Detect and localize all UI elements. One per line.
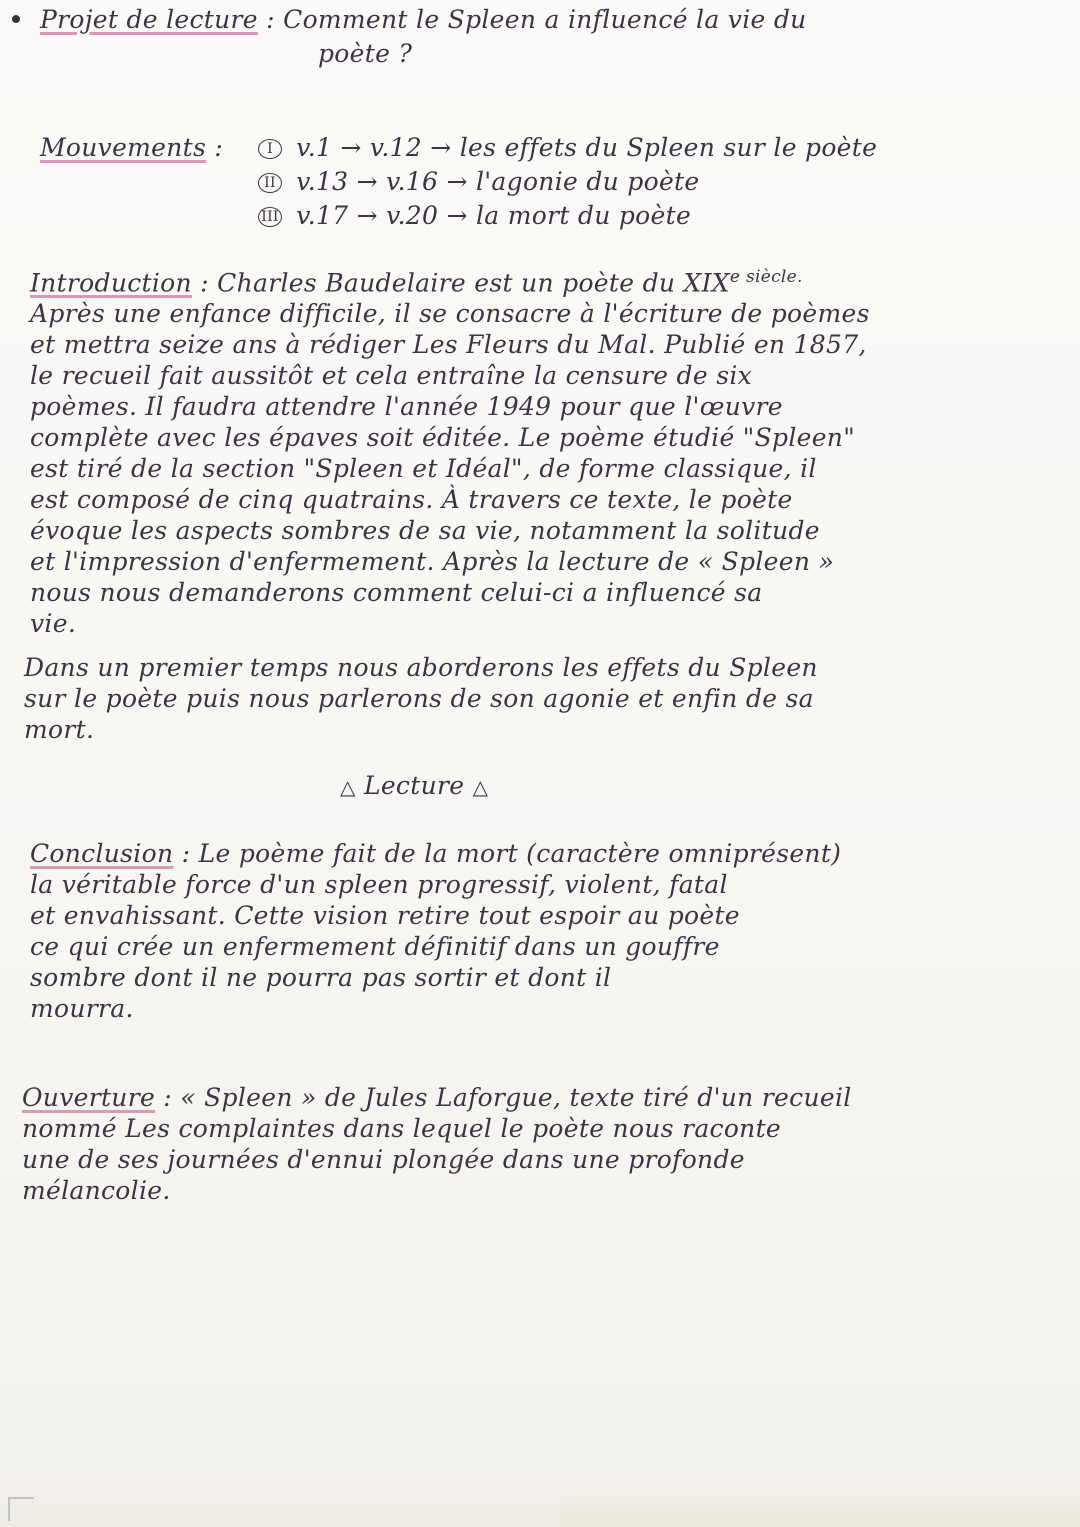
mouvement-desc: l'agonie du poète: [475, 167, 700, 196]
conclusion-line: la véritable force d'un spleen progressif, violent, fatal: [30, 870, 728, 899]
plan-line: Dans un premier temps nous aborderons les effets du Spleen: [24, 653, 818, 682]
conclusion-line: mourra.: [30, 994, 134, 1023]
mouvement-range: v.1 → v.12 →: [296, 133, 452, 162]
ouverture-line: Ouverture : « Spleen » de Jules Laforgue, texte tiré d'un recueil: [22, 1083, 852, 1112]
intro-line: et mettra seize ans à rédiger Les Fleurs du Mal. Publié en 1857,: [30, 330, 867, 360]
ouverture-label: Ouverture: [22, 1083, 156, 1112]
roman-numeral: I: [258, 139, 282, 159]
warning-triangle-icon: △: [340, 775, 356, 799]
plan-line: mort.: [24, 715, 95, 744]
mouvements-label: Mouvements: [40, 133, 207, 162]
mouvement-item-2: [258, 166, 699, 197]
mouvement-range: v.17 → v.20 →: [296, 201, 468, 230]
mouvement-desc: la mort du poète: [475, 201, 692, 230]
roman-numeral: II: [258, 173, 282, 193]
mouvement-range: v.13 → v.16 →: [296, 167, 468, 196]
plan-block: [24, 652, 818, 745]
ouverture-line: une de ses journées d'ennui plongée dans une profonde: [22, 1145, 745, 1174]
projet-label: Projet de lecture: [40, 5, 258, 34]
background-fabric: [560, 1487, 1080, 1527]
warning-triangle-icon: △: [472, 775, 489, 799]
projet-line-2: poète ?: [318, 39, 413, 68]
lecture-label: Lecture: [363, 771, 465, 800]
intro-line: évoque les aspects sombres de sa vie, notamment la solitude: [30, 516, 820, 546]
bullet-dot: [12, 15, 20, 23]
siecle-superscript: e siècle.: [729, 267, 803, 287]
mouvement-item-1: [258, 132, 877, 163]
conclusion-label: Conclusion: [30, 839, 174, 868]
mouvement-item-3: [258, 200, 691, 231]
page-corner-mark: [8, 1497, 34, 1521]
projet-text: Comment le Spleen a influencé la vie du: [283, 5, 807, 34]
mouvements-heading: Mouvements :: [40, 133, 224, 162]
intro-line: Après une enfance difficile, il se consacre à l'écriture de poèmes: [30, 299, 870, 329]
conclusion-line: et envahissant. Cette vision retire tout espoir au poète: [30, 901, 740, 930]
conclusion-line: sombre dont il ne pourra pas sortir et dont il: [30, 963, 612, 992]
conclusion-block: [30, 838, 841, 1024]
intro-line: poèmes. Il faudra attendre l'année 1949 pour que l'œuvre: [30, 392, 783, 422]
intro-line: vie.: [30, 609, 77, 639]
intro-line: Introduction : Charles Baudelaire est un poète du $XIX^{e siècle.}$: [30, 267, 803, 298]
roman-numeral: III: [258, 207, 282, 227]
projet-line-1: Projet de lecture : Comment le Spleen a influencé la vie du: [40, 5, 807, 34]
introduction-block: [30, 262, 870, 639]
intro-line: est tiré de la section "Spleen et Idéal", de forme classique, il: [30, 454, 817, 484]
lecture-heading: [340, 770, 488, 803]
intro-line: et l'impression d'enfermement. Après la lecture de « Spleen »: [30, 547, 835, 577]
ouverture-line: mélancolie.: [22, 1176, 171, 1205]
mouvement-desc: les effets du Spleen sur le poète: [459, 133, 878, 162]
introduction-label: Introduction: [30, 268, 192, 298]
intro-line: le recueil fait aussitôt et cela entraîne la censure de six: [30, 361, 753, 391]
ouverture-block: [22, 1082, 852, 1206]
intro-line: nous nous demanderons comment celui-ci a influencé sa: [30, 578, 763, 608]
intro-line: est composé de cinq quatrains. À travers ce texte, le poète: [30, 485, 793, 515]
intro-line: complète avec les épaves soit éditée. Le poème étudié "Spleen": [30, 423, 856, 453]
conclusion-line: Conclusion : Le poème fait de la mort (caractère omniprésent): [30, 839, 842, 868]
plan-line: sur le poète puis nous parlerons de son agonie et enfin de sa: [24, 684, 814, 713]
conclusion-line: ce qui crée un enfermement définitif dans un gouffre: [30, 932, 720, 961]
ouverture-line: nommé Les complaintes dans lequel le poète nous raconte: [22, 1114, 782, 1143]
